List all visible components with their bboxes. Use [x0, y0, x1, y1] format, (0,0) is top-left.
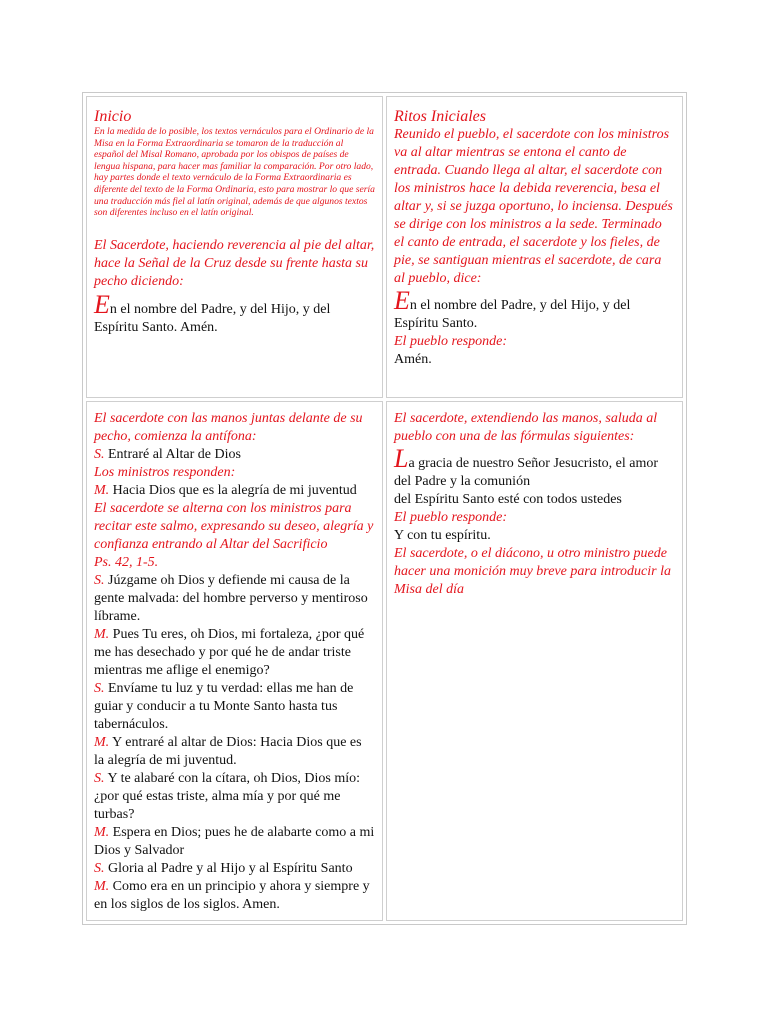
- rubric-people-respond: El pueblo responde:: [394, 510, 508, 525]
- speaker-label: M.: [94, 483, 110, 498]
- cell-ritos-iniciales: [386, 96, 683, 398]
- line-text: Y entraré al altar de Dios: Hacia Dios que es la alegría de mi juventud.: [94, 735, 362, 768]
- liturgy-table: [82, 92, 687, 925]
- speaker-label: M.: [94, 879, 110, 894]
- response-text: Y con tu espíritu.: [394, 528, 491, 543]
- invocation-body: n el nombre del Padre, y del Hijo, y del Espíritu Santo.: [394, 298, 631, 331]
- line-text: Gloria al Padre y al Hijo y al Espíritu Santo: [104, 861, 353, 876]
- speaker-label: S.: [94, 771, 105, 786]
- line-text: Como era en un principio y ahora y siempre y en los siglos de los siglos. Amen.: [94, 879, 370, 912]
- dialogue-line: [94, 446, 375, 464]
- drop-cap: E: [394, 286, 410, 315]
- invocation-text: [94, 289, 375, 337]
- line-text: Envíame tu luz y tu verdad: ellas me han de guiar y conducir a tu Monte Santo hasta tus tabernáculos.: [94, 681, 354, 732]
- rubric-psalm-instruction: El sacerdote se alterna con los ministros para recitar este salmo, expresando su deseo, alegría y confianza entrando al Altar del Sacrificio: [94, 501, 374, 552]
- table-row: [86, 96, 683, 398]
- line-text: Júzgame oh Dios y defiende mi causa de la gente malvada: del hombre perverso y mentiroso líbrame.: [94, 573, 368, 624]
- rubric-monition: El sacerdote, o el diácono, u otro ministro puede hacer una monición muy breve para introducir la Misa del día: [394, 546, 671, 597]
- dialogue-line: [94, 824, 375, 860]
- rubric-antiphon: El sacerdote con las manos juntas delante de su pecho, comienza la antífona:: [94, 411, 363, 444]
- translation-note: En la medida de lo posible, los textos vernáculos para el Ordinario de la Misa en la Forma Extraordinaria se tomaron de la traducción al español del Misal Romano, aprobada por los obispos de países de lengua hispana, para hacer mas familiar la comparación. Por otro lado, hay partes donde el texto vernáculo de la Forma Extraordinaria es diferente del texto de la Forma Ordinaria, esto para mostrar lo que sería una traducción más fiel al latín original, además de que algunos textos son diferentes incluso en el latín original.: [94, 126, 375, 219]
- speaker-label: S.: [94, 573, 105, 588]
- greeting-body: a gracia de nuestro Señor Jesucristo, el amor del Padre y la comunión: [394, 456, 659, 489]
- speaker-label: S.: [94, 861, 105, 876]
- drop-cap: E: [94, 289, 110, 319]
- dialogue-line: [94, 572, 375, 626]
- rubric-people-respond: El pueblo responde:: [394, 334, 508, 349]
- speaker-label: S.: [94, 447, 105, 462]
- rubric-sign-of-cross: El Sacerdote, haciendo reverencia al pie del altar, hace la Señal de la Cruz desde su frente hasta su pecho diciendo:: [94, 237, 375, 289]
- greeting-text: [394, 444, 675, 491]
- dialogue-line: [94, 860, 375, 878]
- line-text: Pues Tu eres, oh Dios, mi fortaleza, ¿por qué me has desechado y por qué he de andar triste mientras me aflige el enemigo?: [94, 627, 365, 678]
- greeting-text-cont: del Espíritu Santo esté con todos ustedes: [394, 492, 622, 507]
- cell-inicio: [86, 96, 383, 398]
- speaker-label: S.: [94, 681, 105, 696]
- psalm-reference: Ps. 42, 1-5.: [94, 555, 159, 570]
- speaker-label: M.: [94, 735, 110, 750]
- rubric-ministers-respond: Los ministros responden:: [94, 465, 236, 480]
- table-row: [86, 401, 683, 921]
- line-text: Espera en Dios; pues he de alabarte como a mi Dios y Salvador: [94, 825, 375, 858]
- speaker-label: M.: [94, 627, 110, 642]
- cell-psalm: [86, 401, 383, 921]
- line-text: Entraré al Altar de Dios: [104, 447, 241, 462]
- dialogue-line: [94, 878, 375, 914]
- section-heading-ritos: Ritos Iniciales: [394, 108, 486, 125]
- drop-cap: L: [394, 444, 409, 473]
- dialogue-line: [94, 482, 375, 500]
- line-text: Y te alabaré con la cítara, oh Dios, Dios mío: ¿por qué estas triste, alma mía y por qué me turbas?: [94, 771, 361, 822]
- dialogue-line: [94, 770, 375, 824]
- rubric-greeting: El sacerdote, extendiendo las manos, saluda al pueblo con una de las fórmulas siguientes:: [394, 411, 658, 444]
- line-text: Hacia Dios que es la alegría de mi juventud: [109, 483, 357, 498]
- invocation-text: [394, 286, 675, 333]
- invocation-body: n el nombre del Padre, y del Hijo, y del Espíritu Santo. Amén.: [94, 301, 331, 335]
- rubric-entrance: Reunido el pueblo, el sacerdote con los ministros va al altar mientras se entona el canto de entrada. Cuando llega al altar, el sacerdote con los ministros hace la debida reverencia, besa el altar y, si se juzga oportuno, lo inciensa. Después se dirige con los ministros a la sede. Terminado el canto de entrada, el sacerdote y los fieles, de pie, se santiguan mientras el sacerdote, de cara al pueblo, dice:: [394, 127, 673, 286]
- cell-greeting: [386, 401, 683, 921]
- speaker-label: M.: [94, 825, 110, 840]
- section-heading-inicio: Inicio: [94, 108, 132, 125]
- dialogue-line: [94, 734, 375, 770]
- dialogue-line: [94, 680, 375, 734]
- dialogue-line: [94, 626, 375, 680]
- response-text: Amén.: [394, 352, 432, 367]
- spacer: [94, 219, 375, 237]
